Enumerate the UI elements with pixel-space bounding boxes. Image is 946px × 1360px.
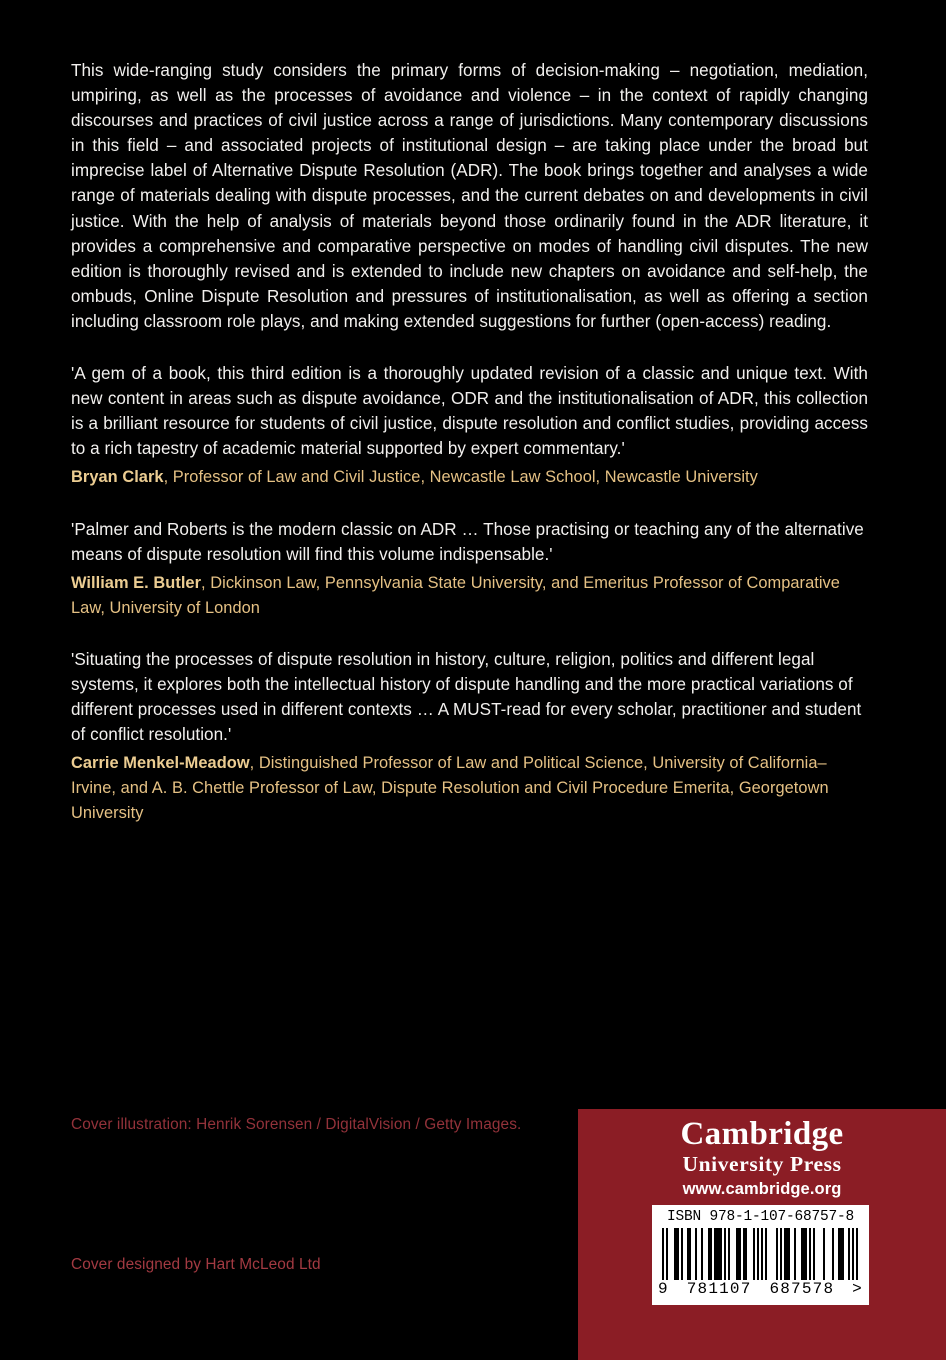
isbn-label: ISBN 978-1-107-68757-8	[666, 1209, 855, 1225]
book-description-paragraph: This wide-ranging study considers the primary forms of decision-making – negotiation, mediation, umpiring, as well as the processes of avoidance and violence – in the context of rapidly changing discourses and practices of civil justice across a range of jurisdictions. Many contemporary discussions in this field – and associated projects of institutional design – are taking place under the broad but imprecise label of Alternative Dispute Resolution (ADR). The book brings together and analyses a wide range of materials dealing with dispute processes, and the current debates on and developments in civil justice. With the help of analysis of materials beyond those ordinarily found in the ADR literature, it provides a comprehensive and comparative perspective on modes of handling civil disputes. The new edition is thoroughly revised and is extended to include new chapters on avoidance and self-help, the ombuds, Online Dispute Resolution and pressures of institutionalisation, as well as offering a section including classroom role plays, and making extended suggestions for further (open-access) reading.	[71, 61, 868, 331]
review-quote-text: 'A gem of a book, this third edition is a thoroughly updated revision of a classic and unique text. With new content in areas such as dispute avoidance, ODR and the institutionalisation of ADR, this collection is a brilliant resource for students of civil justice, dispute resolution and conflict studies, providing access to a rich tapestry of academic material supported by expert commentary.'	[71, 364, 868, 459]
reviewer-name: Bryan Clark	[71, 468, 164, 487]
barcode-digit-group: >	[852, 1280, 863, 1298]
cambridge-university-press-logo	[578, 1117, 946, 1199]
review-attribution	[71, 465, 868, 490]
publisher-name: Cambridge	[680, 1116, 844, 1152]
reviewer-affiliation: , Professor of Law and Civil Justice, Newcastle Law School, Newcastle University	[163, 468, 758, 487]
barcode-digits	[658, 1280, 863, 1298]
barcode-digit-group: 781107	[686, 1280, 752, 1298]
review-attribution	[71, 571, 868, 621]
review-quote-2	[71, 517, 868, 621]
reviewer-name: William E. Butler	[71, 573, 202, 592]
barcode-digit-group: 687578	[769, 1280, 835, 1298]
cover-designer-credit: Cover designed by Hart McLeod Ltd	[71, 1256, 321, 1273]
cover-illustration-credit: Cover illustration: Henrik Sorensen / DigitalVision / Getty Images.	[71, 1116, 522, 1133]
publisher-subtitle: University Press	[682, 1152, 842, 1176]
reviewer-affiliation: , Dickinson Law, Pennsylvania State University, and Emeritus Professor of Comparative Law, University of London	[71, 573, 840, 617]
barcode-bars	[662, 1228, 859, 1280]
isbn-barcode	[652, 1205, 869, 1305]
reviewer-affiliation: , Distinguished Professor of Law and Political Science, University of California–Irvine, and A. B. Chettle Professor of Law, Dispute Resolution and Civil Procedure Emerita, Georgetown University	[71, 754, 829, 823]
review-quote-text: 'Situating the processes of dispute resolution in history, culture, religion, politics and different legal systems, it explores both the intellectual history of dispute handling and the more practical variations of different processes used in different contexts … A MUST-read for every scholar, practitioner and student of conflict resolution.'	[71, 649, 862, 745]
review-quote-1	[71, 361, 868, 490]
review-quote-3	[71, 647, 868, 827]
publisher-block	[578, 1109, 946, 1360]
cover-text-column	[71, 58, 868, 827]
review-attribution	[71, 751, 868, 826]
barcode-digit-group: 9	[658, 1280, 669, 1298]
publisher-website: www.cambridge.org	[682, 1180, 842, 1198]
review-quote-text: 'Palmer and Roberts is the modern classic on ADR … Those practising or teaching any of the alternative means of dispute resolution will find this volume indispensable.'	[71, 519, 864, 564]
reviewer-name: Carrie Menkel-Meadow	[71, 754, 250, 773]
